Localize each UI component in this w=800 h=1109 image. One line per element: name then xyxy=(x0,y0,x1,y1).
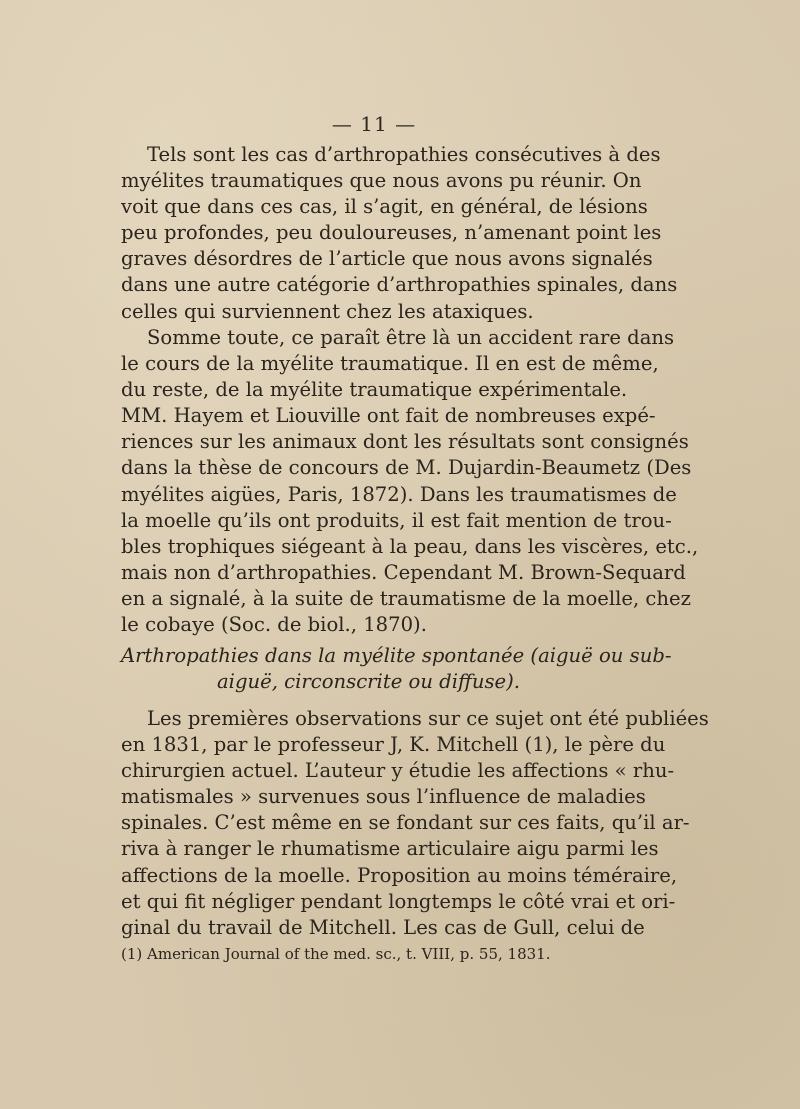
text-line: le cobaye (Soc. de biol., 1870). xyxy=(121,613,427,637)
paragraph-2 xyxy=(121,325,699,638)
text-line: du reste, de la myélite traumatique expérimentale. xyxy=(121,378,628,402)
page-number: — 11 — xyxy=(331,112,417,136)
text-line: Les premières observations sur ce sujet ont été publiées xyxy=(147,707,709,730)
section-heading xyxy=(121,643,672,695)
text-line: voit que dans ces cas, il s’agit, en général, de lésions xyxy=(121,195,648,219)
text-line: peu profondes, peu douloureuses, n’amenant point les xyxy=(121,221,662,245)
text-line: graves désordres de l’article que nous avons signalés xyxy=(121,247,653,271)
text-line: en 1831, par le professeur J, K. Mitchell (1), le père du xyxy=(121,733,666,757)
text-line: matismales » survenues sous l’influence de maladies xyxy=(121,785,646,809)
text-line: spinales. C’est même en se fondant sur ces faits, qu’il ar- xyxy=(121,811,690,835)
text-line: bles trophiques siégeant à la peau, dans les viscères, etc., xyxy=(121,534,699,558)
text-line: mais non d’arthropathies. Cependant M. Brown-Sequard xyxy=(121,560,686,584)
text-line: celles qui surviennent chez les ataxiques. xyxy=(121,299,534,323)
text-line: MM. Hayem et Liouville ont fait de nombreuses expé- xyxy=(121,404,656,428)
text-line: et qui fit négliger pendant longtemps le côté vrai et ori- xyxy=(121,889,676,913)
text-line: la moelle qu’ils ont produits, il est fait mention de trou- xyxy=(121,508,672,532)
text-line: chirurgien actuel. L’auteur y étudie les affections « rhu- xyxy=(121,759,675,783)
paragraph-1 xyxy=(121,142,678,325)
text-line: myélites traumatiques que nous avons pu réunir. On xyxy=(121,169,642,193)
text-line: Somme toute, ce paraît être là un accident rare dans xyxy=(147,326,675,349)
text-line: riences sur les animaux dont les résultats sont consignés xyxy=(121,430,689,454)
heading-line: aiguë, circonscrite ou diffuse). xyxy=(217,670,520,694)
text-line: ginal du travail de Mitchell. Les cas de Gull, celui de xyxy=(121,915,645,939)
paragraph-3 xyxy=(121,706,709,941)
text-line: affections de la moelle. Proposition au moins téméraire, xyxy=(121,863,678,887)
text-line: riva à ranger le rhumatisme articulaire aigu parmi les xyxy=(121,837,659,861)
heading-line: Arthropathies dans la myélite spontanée (aiguë ou sub- xyxy=(121,644,672,667)
text-line: en a signalé, à la suite de traumatisme de la moelle, chez xyxy=(121,586,691,610)
text-line: Tels sont les cas d’arthropathies consécutives à des xyxy=(147,143,661,166)
text-line: le cours de la myélite traumatique. Il en est de même, xyxy=(121,352,659,376)
footnote: (1) American Journal of the med. sc., t. VIII, p. 55, 1831. xyxy=(121,945,551,963)
text-line: dans une autre catégorie d’arthropathies spinales, dans xyxy=(121,273,678,297)
text-line: myélites aigües, Paris, 1872). Dans les traumatismes de xyxy=(121,482,677,506)
text-line: dans la thèse de concours de M. Dujardin-Beaumetz (Des xyxy=(121,456,692,480)
